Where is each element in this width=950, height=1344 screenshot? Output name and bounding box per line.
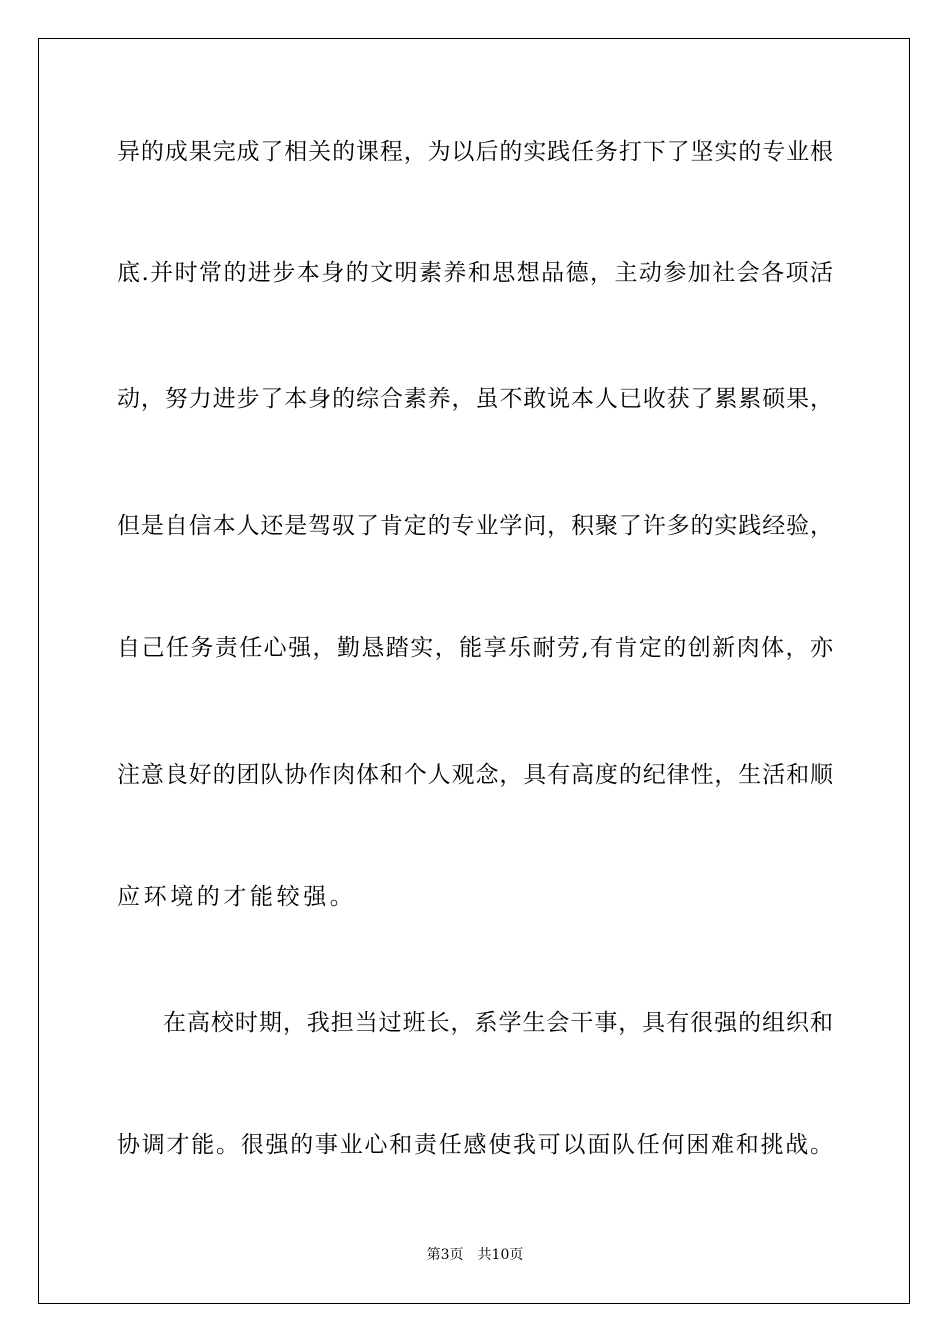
paragraph-line: 协调才能。很强的事业心和责任感使我可以面队任何困难和挑战。 [117,1132,833,1158]
paragraph-line: 底.并时常的进步本身的文明素养和思想品德，主动参加社会各项活 [117,260,833,286]
paragraph-line: 自己任务责任心强，勤恳踏实，能享乐耐劳,有肯定的创新肉体，亦 [117,635,833,661]
paragraph-line: 在高校时期，我担当过班长，系学生会干事，具有很强的组织和 [163,1010,833,1036]
page-border [38,38,910,1304]
paragraph-line: 动，努力进步了本身的综合素养，虽不敢说本人已收获了累累硕果， [117,386,833,412]
page-number: 第3页 [426,1247,464,1263]
paragraph-line: 但是自信本人还是驾驭了肯定的专业学问，积聚了许多的实践经验， [117,513,833,539]
paragraph-line: 注意良好的团队协作肉体和个人观念，具有高度的纪律性，生活和顺 [117,762,833,788]
paragraph-line: 异的成果完成了相关的课程，为以后的实践任务打下了坚实的专业根 [117,139,833,165]
page-total: 共10页 [477,1247,524,1263]
page-footer [0,1246,950,1264]
paragraph-line: 应环境的才能较强。 [117,884,357,910]
